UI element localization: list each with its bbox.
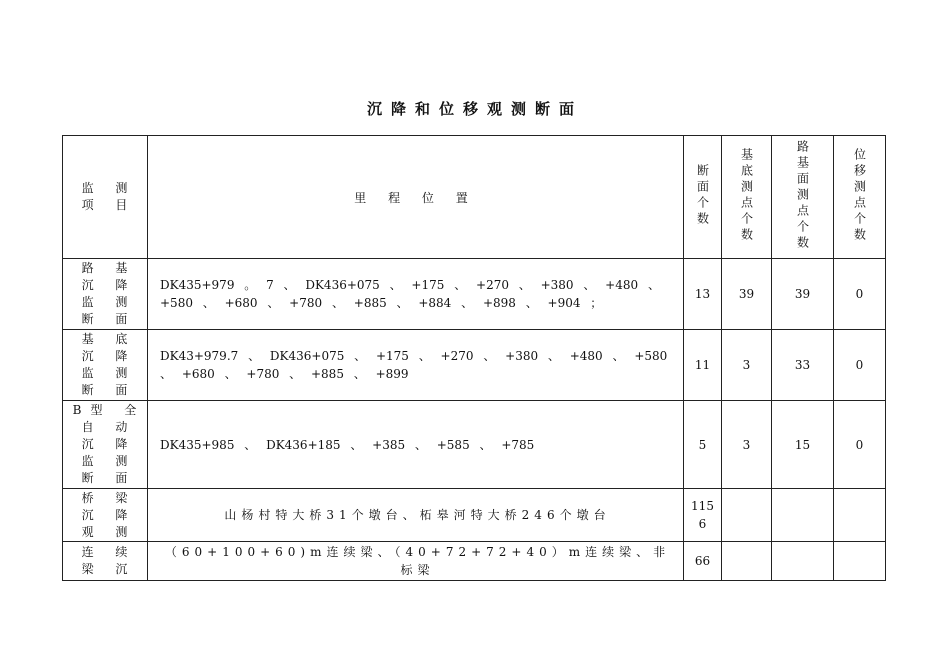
row-item: 路 基 沉 降 监 测 断 面	[63, 259, 148, 330]
page-title: 沉降和位移观测断面	[366, 100, 583, 118]
row-sections: 5	[684, 401, 722, 489]
header-base-points: 基底测点个数	[722, 136, 772, 259]
row-location: 山杨村特大桥31个墩台、柘皋河特大桥246个墩台	[148, 489, 684, 542]
row-item: B型 全 自 动 沉 降 监 测 断 面	[63, 401, 148, 489]
row-item: 基 底 沉 降 监 测 断 面	[63, 330, 148, 401]
row-location: （60+100+60)m连续梁、（40+72+72+40）m连续梁、非标梁	[148, 542, 684, 581]
row-location: DK435+985 、 DK436+185 、 +385 、 +585 、 +785	[148, 401, 684, 489]
header-displacement-points: 位移测点个数	[834, 136, 886, 259]
row-subgrade-points	[772, 542, 834, 581]
table-row	[63, 259, 886, 330]
row-displacement-points: 0	[834, 401, 886, 489]
row-item: 桥 梁 沉 降 观 测	[63, 489, 148, 542]
table-row	[63, 542, 886, 581]
header-item: 监 测 项 目	[63, 136, 148, 259]
row-sections: 11	[684, 330, 722, 401]
header-location: 里 程 位 置	[148, 136, 684, 259]
row-subgrade-points	[772, 489, 834, 542]
row-displacement-points: 0	[834, 259, 886, 330]
row-location: DK43+979.7 、 DK436+075 、 +175 、 +270 、 +380 、 +480 、 +580 、 +680 、 +780 、 +885 、 +899	[148, 330, 684, 401]
row-sections: 66	[684, 542, 722, 581]
row-base-points	[722, 489, 772, 542]
row-displacement-points	[834, 542, 886, 581]
row-base-points	[722, 542, 772, 581]
row-base-points: 3	[722, 401, 772, 489]
row-subgrade-points: 15	[772, 401, 834, 489]
header-subgrade-points: 路基面测点个数	[772, 136, 834, 259]
header-row	[63, 136, 886, 259]
observation-table	[62, 135, 886, 581]
row-base-points: 3	[722, 330, 772, 401]
header-sections: 断面个数	[684, 136, 722, 259]
row-displacement-points	[834, 489, 886, 542]
row-displacement-points: 0	[834, 330, 886, 401]
row-item: 连 续 梁 沉	[63, 542, 148, 581]
row-subgrade-points: 33	[772, 330, 834, 401]
row-sections: 13	[684, 259, 722, 330]
table-row	[63, 330, 886, 401]
row-subgrade-points: 39	[772, 259, 834, 330]
row-location: DK435+979 。 7 、 DK436+075 、 +175 、 +270 、 +380 、 +480 、 +580 、 +680 、 +780 、 +885 、 +884 、 +898 、 +904 ；	[148, 259, 684, 330]
row-base-points: 39	[722, 259, 772, 330]
table-row	[63, 489, 886, 542]
row-sections: 115 6	[684, 489, 722, 542]
table-row	[63, 401, 886, 489]
